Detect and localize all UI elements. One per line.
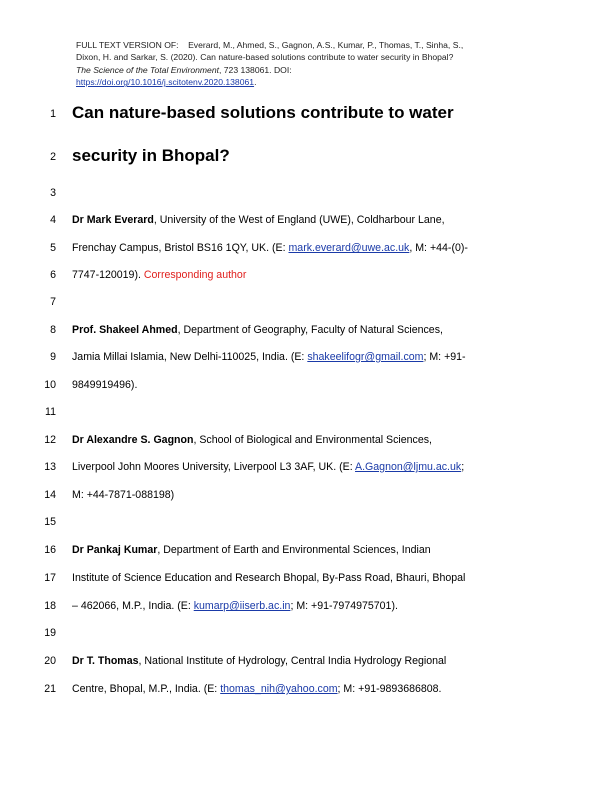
author-2-email-link[interactable]: shakeelifogr@gmail.com bbox=[307, 351, 424, 363]
author-4-phone: ; M: +91-7974975701). bbox=[290, 600, 398, 612]
author-2-line-2 bbox=[72, 351, 552, 363]
author-4-line-1 bbox=[72, 544, 552, 556]
corresponding-author-note: Corresponding author bbox=[143, 269, 247, 281]
author-4-affiliation: , Department of Earth and Environmental Sciences, Indian bbox=[157, 544, 431, 556]
line-number: 12 bbox=[44, 434, 56, 446]
line-number: 5 bbox=[50, 242, 56, 254]
citation-line-3 bbox=[76, 64, 546, 76]
author-5-affiliation: , National Institute of Hydrology, Central India Hydrology Regional bbox=[138, 655, 447, 667]
author-3-line-1 bbox=[72, 434, 552, 446]
author-2-line-1 bbox=[72, 324, 552, 336]
paper-title-line-2: security in Bhopal? bbox=[72, 146, 230, 165]
line-number: 1 bbox=[50, 108, 56, 120]
line-number: 4 bbox=[50, 214, 56, 226]
paper-title-line-1: Can nature-based solutions contribute to water bbox=[72, 103, 454, 122]
line-number: 18 bbox=[44, 600, 56, 612]
line-number: 13 bbox=[44, 461, 56, 473]
author-1-affiliation: , University of the West of England (UWE), Coldharbour Lane, bbox=[153, 214, 445, 226]
citation-line-1 bbox=[76, 39, 546, 51]
line-number: 6 bbox=[50, 269, 56, 281]
author-1-phone-prefix: , M: +44-(0)- bbox=[409, 242, 468, 254]
doi-link[interactable]: https://doi.org/10.1016/j.scitotenv.2020.138061 bbox=[76, 77, 255, 88]
author-1-name: Dr Mark Everard bbox=[72, 214, 154, 226]
author-2-address: Jamia Millai Islamia, New Delhi-110025, India. (E: bbox=[72, 351, 308, 363]
author-1-line-1 bbox=[72, 214, 552, 226]
author-4-name: Dr Pankaj Kumar bbox=[72, 544, 158, 556]
author-5-name: Dr T. Thomas bbox=[72, 655, 139, 667]
author-3-line-3: M: +44-7871-088198) bbox=[72, 489, 175, 501]
citation-line-2: Dixon, H. and Sarkar, S. (2020). Can nature-based solutions contribute to water security in Bhopal? bbox=[76, 52, 454, 63]
author-4-line-2: Institute of Science Education and Research Bhopal, By-Pass Road, Bhauri, Bhopal bbox=[72, 572, 466, 584]
line-number: 9 bbox=[50, 351, 56, 363]
line-number: 20 bbox=[44, 655, 56, 667]
citation-line-4 bbox=[76, 76, 546, 88]
author-5-line-1 bbox=[72, 655, 552, 667]
author-3-line-2 bbox=[72, 461, 552, 473]
author-4-address: – 462066, M.P., India. (E: bbox=[72, 600, 194, 612]
author-5-phone: ; M: +91-9893686808. bbox=[337, 683, 442, 695]
author-1-email-link[interactable]: mark.everard@uwe.ac.uk bbox=[288, 242, 410, 254]
line-number: 11 bbox=[45, 406, 56, 418]
journal-tail: , 723 138061. DOI: bbox=[219, 64, 292, 75]
author-3-separator: ; bbox=[461, 461, 465, 473]
line-number: 3 bbox=[50, 187, 56, 199]
author-4-email-link[interactable]: kumarp@iiserb.ac.in bbox=[193, 600, 291, 612]
line-number: 14 bbox=[44, 489, 56, 501]
citation-text-1: Everard, M., Ahmed, S., Gagnon, A.S., Kumar, P., Thomas, T., Sinha, S., bbox=[188, 40, 464, 50]
author-1-address: Frenchay Campus, Bristol BS16 1QY, UK. (E: bbox=[72, 242, 289, 254]
author-5-address: Centre, Bhopal, M.P., India. (E: bbox=[72, 683, 221, 695]
author-2-phone-prefix: ; M: +91- bbox=[423, 351, 466, 363]
author-2-line-3: 9849919496). bbox=[72, 379, 138, 391]
author-1-line-3 bbox=[72, 269, 552, 281]
line-number: 16 bbox=[44, 544, 56, 556]
line-number: 7 bbox=[50, 296, 56, 308]
author-3-address: Liverpool John Moores University, Liverpool L3 3AF, UK. (E: bbox=[72, 461, 356, 473]
author-2-affiliation: , Department of Geography, Faculty of Natural Sciences, bbox=[177, 324, 443, 336]
line-number: 10 bbox=[44, 379, 56, 391]
author-5-line-2 bbox=[72, 683, 552, 695]
author-5-email-link[interactable]: thomas_nih@yahoo.com bbox=[220, 683, 338, 695]
line-number: 21 bbox=[44, 683, 56, 695]
author-1-phone: 7747-120019). bbox=[72, 269, 144, 281]
line-number: 17 bbox=[44, 572, 56, 584]
author-2-name: Prof. Shakeel Ahmed bbox=[72, 324, 178, 336]
author-1-line-2 bbox=[72, 242, 552, 254]
author-3-email-link[interactable]: A.Gagnon@ljmu.ac.uk bbox=[355, 461, 462, 473]
line-number: 2 bbox=[50, 151, 56, 163]
line-number: 19 bbox=[44, 627, 56, 639]
line-number: 15 bbox=[44, 516, 56, 528]
line-number: 8 bbox=[50, 324, 56, 336]
doi-tail: . bbox=[254, 77, 257, 88]
author-4-line-3 bbox=[72, 600, 552, 612]
author-3-name: Dr Alexandre S. Gagnon bbox=[72, 434, 194, 446]
citation-label: FULL TEXT VERSION OF: bbox=[76, 40, 179, 50]
author-3-affiliation: , School of Biological and Environmental Sciences, bbox=[193, 434, 432, 446]
journal-name: The Science of the Total Environment bbox=[76, 64, 219, 75]
citation-header bbox=[76, 39, 546, 89]
